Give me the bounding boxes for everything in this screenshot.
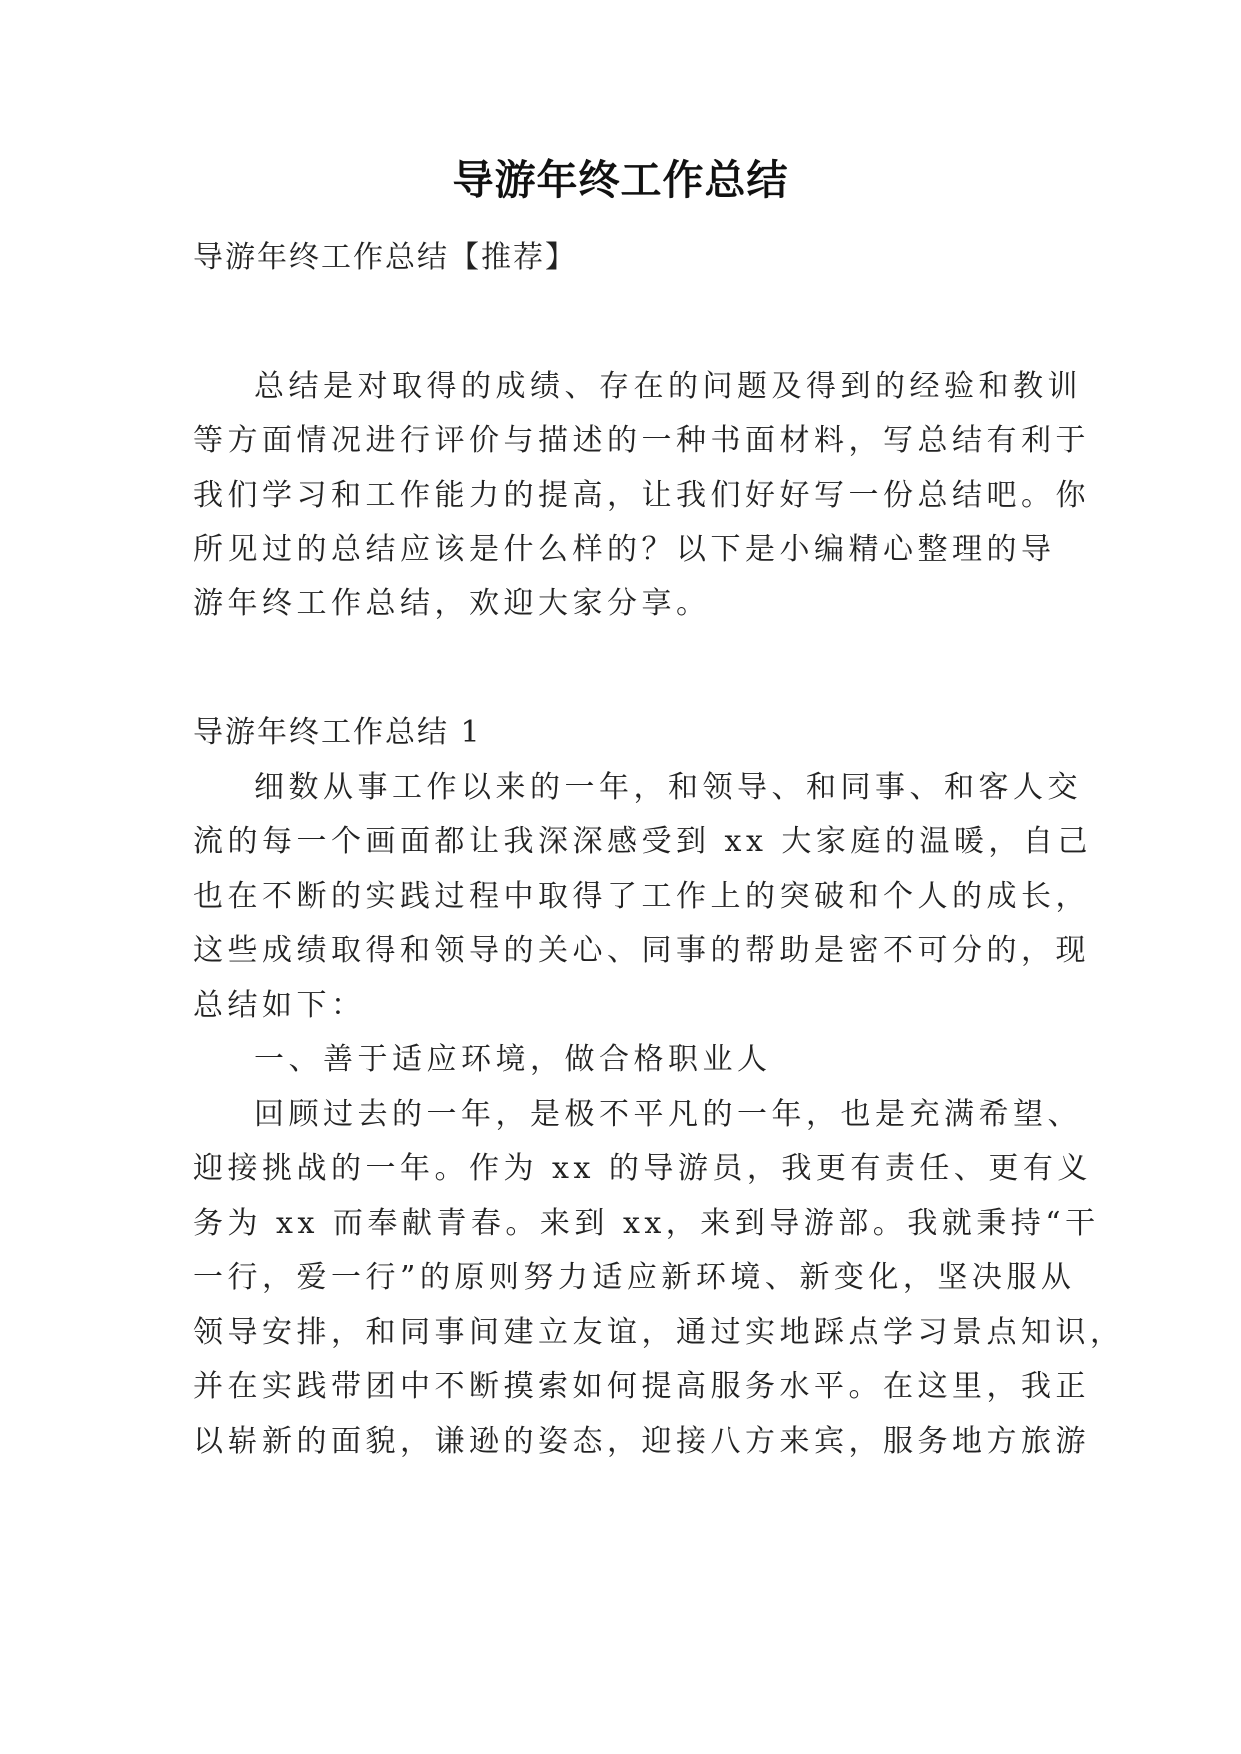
- paragraph-line: 以崭新的面貌，谦逊的姿态，迎接八方来宾，服务地方旅游: [193, 1424, 1090, 1459]
- paragraph-line: 细数从事工作以来的一年，和领导、和同事、和客人交: [254, 770, 1082, 805]
- paragraph-line: 流的每一个画面都让我深深感受到 xx 大家庭的温暖，自己: [193, 824, 1092, 859]
- document-subtitle: 导游年终工作总结【推荐】: [193, 240, 577, 275]
- section-heading: 导游年终工作总结 1: [193, 715, 482, 750]
- paragraph-line: 这些成绩取得和领导的关心、同事的帮助是密不可分的，现: [193, 933, 1090, 968]
- paragraph-line: 务为 xx 而奉献青春。来到 xx，来到导游部。我就秉持“干: [193, 1206, 1100, 1241]
- paragraph-line: 总结如下：: [193, 988, 366, 1023]
- paragraph-line: 领导安排，和同事间建立友谊，通过实地踩点学习景点知识，: [193, 1315, 1125, 1350]
- subheading: 一、善于适应环境，做合格职业人: [254, 1042, 772, 1077]
- paragraph-line: 回顾过去的一年，是极不平凡的一年，也是充满希望、: [254, 1097, 1082, 1132]
- intro-line: 我们学习和工作能力的提高，让我们好好写一份总结吧。你: [193, 478, 1090, 513]
- intro-line: 等方面情况进行评价与描述的一种书面材料，写总结有利于: [193, 423, 1090, 458]
- paragraph-line: 一行，爱一行”的原则努力适应新环境、新变化，坚决服从: [193, 1260, 1076, 1295]
- intro-line: 总结是对取得的成绩、存在的问题及得到的经验和教训: [254, 369, 1082, 404]
- paragraph-line: 迎接挑战的一年。作为 xx 的导游员，我更有责任、更有义: [193, 1151, 1092, 1186]
- document-title: 导游年终工作总结: [452, 156, 789, 204]
- paragraph-line: 并在实践带团中不断摸索如何提高服务水平。在这里，我正: [193, 1369, 1090, 1404]
- intro-line: 游年终工作总结，欢迎大家分享。: [193, 586, 711, 621]
- intro-line: 所见过的总结应该是什么样的？以下是小编精心整理的导: [193, 532, 1056, 567]
- paragraph-line: 也在不断的实践过程中取得了工作上的突破和个人的成长，: [193, 879, 1090, 914]
